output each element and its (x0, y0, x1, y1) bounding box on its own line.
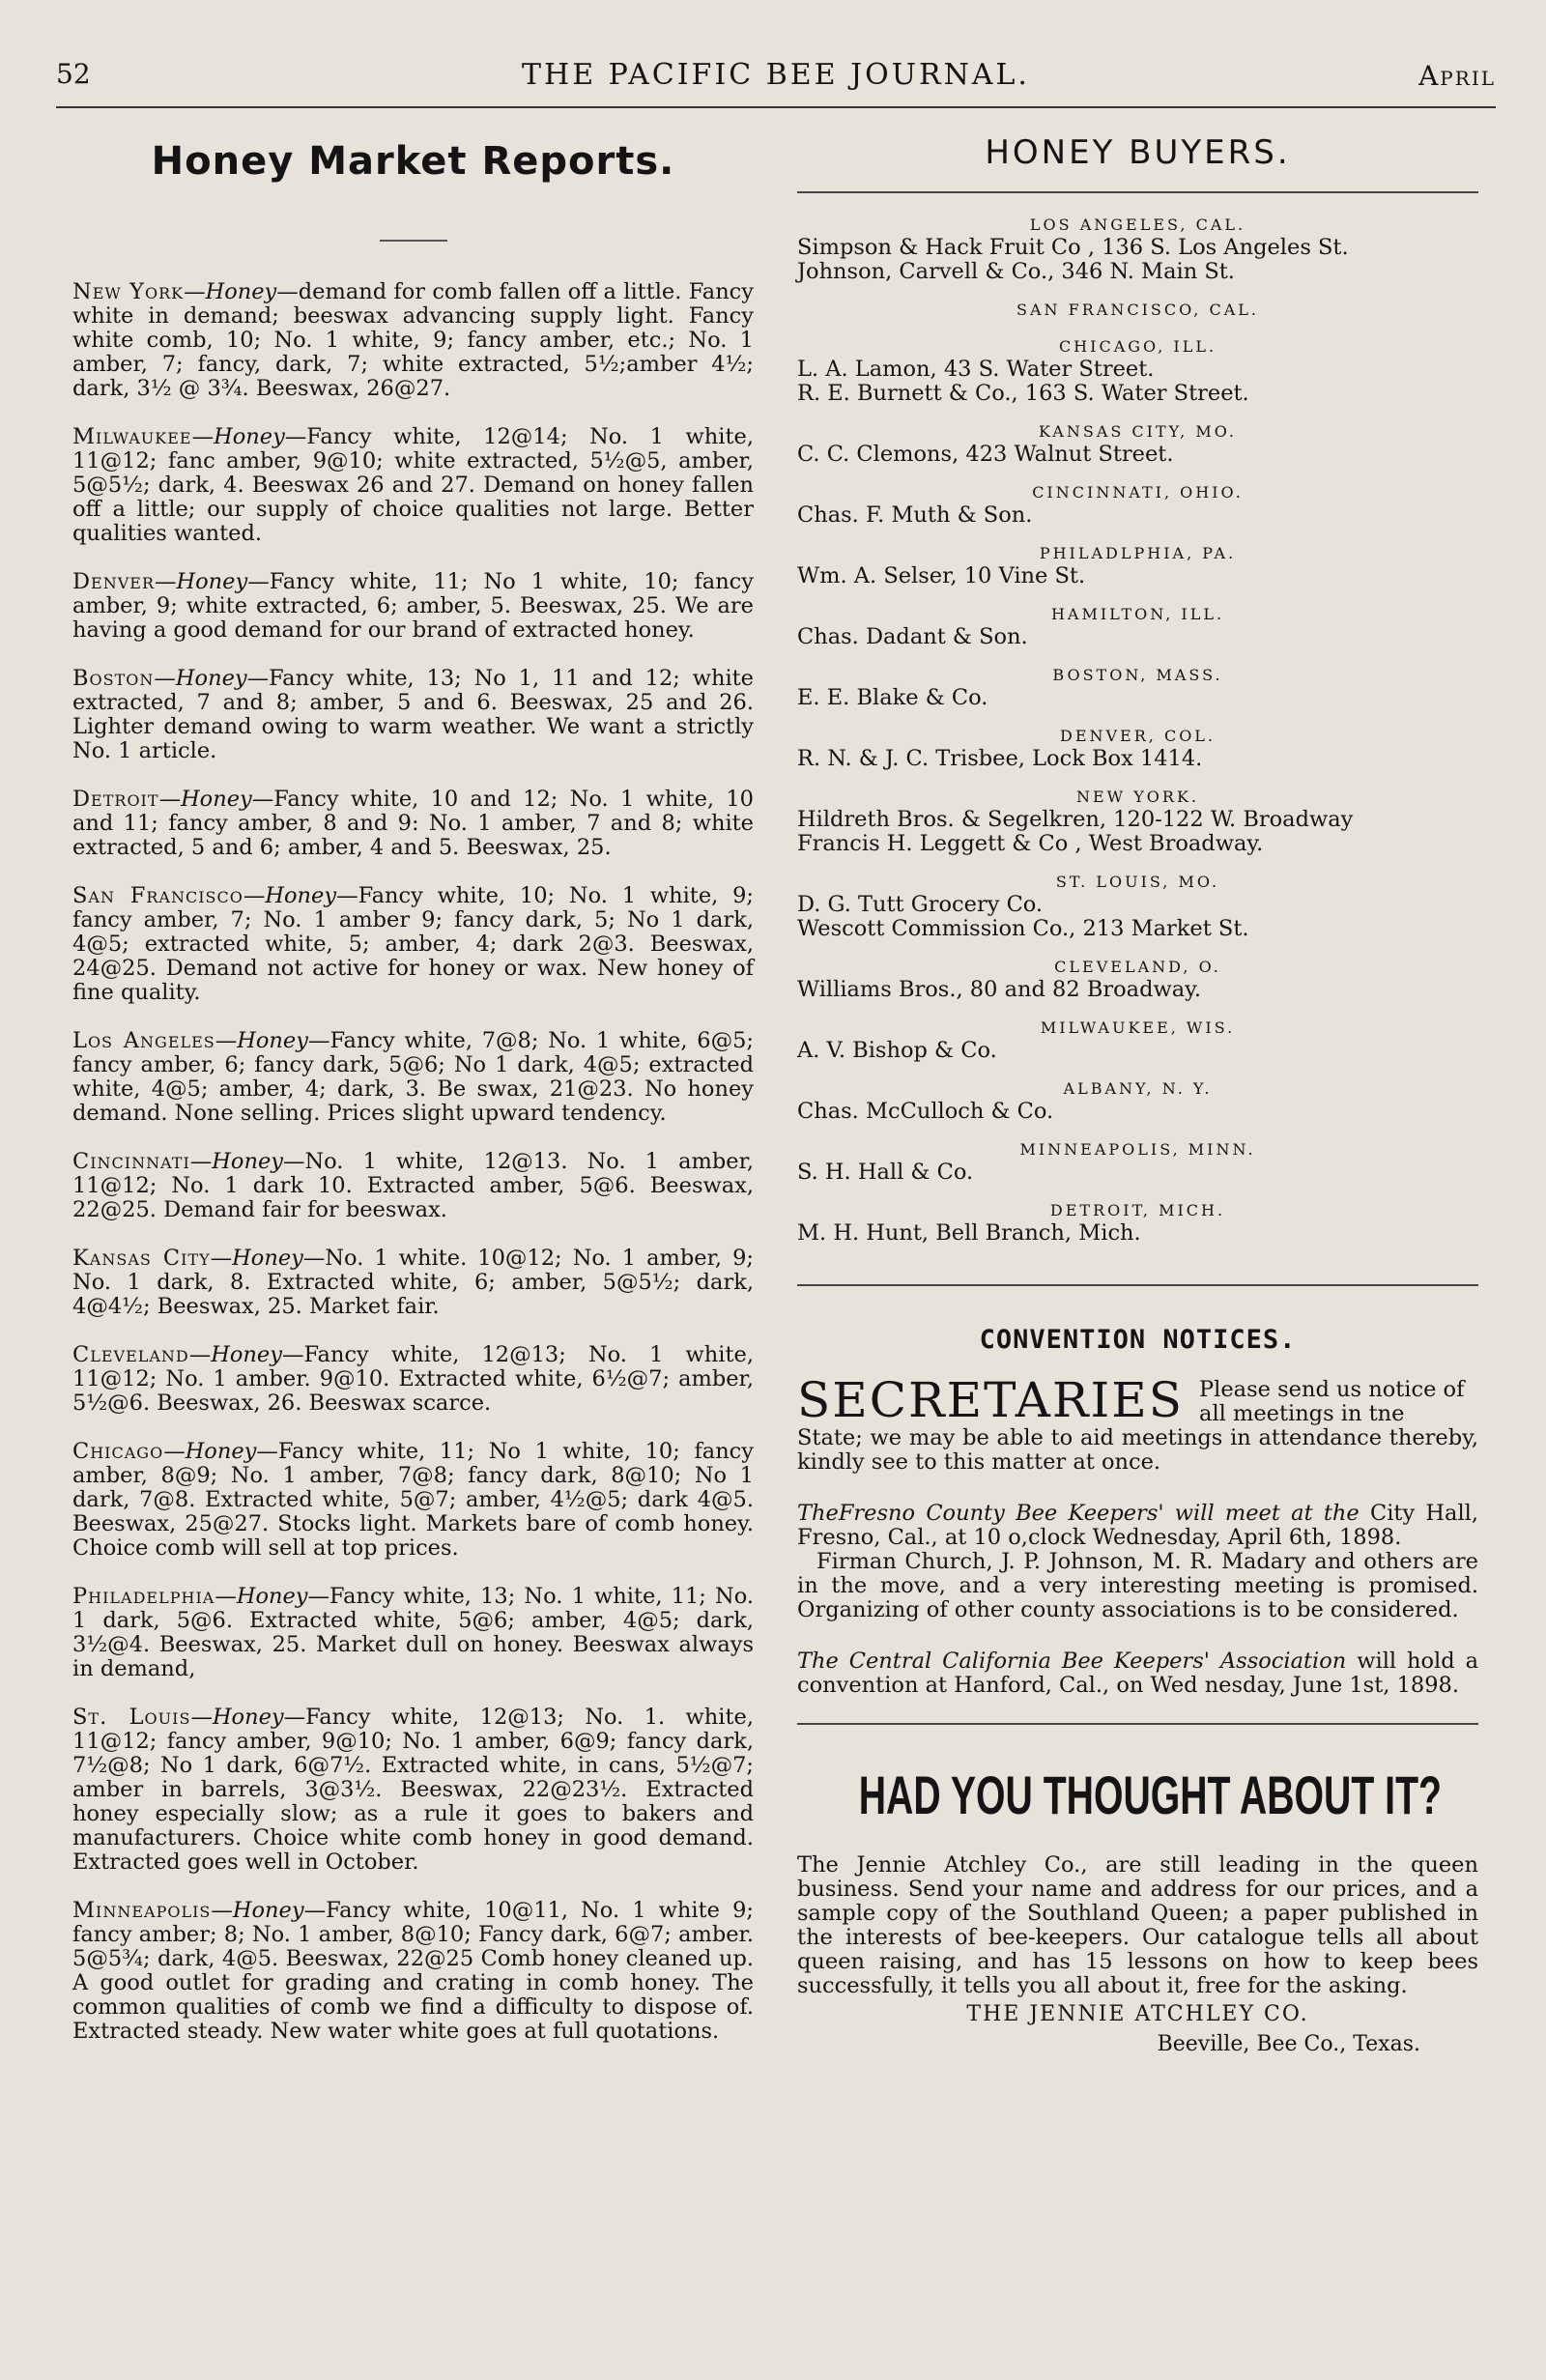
central-california-text: will hold a convention at Hanford, Cal., on Wed nesday, June 1st, 1898. (797, 1649, 1479, 1698)
report-text: Fancy white, 13; No. 1 white, 11; No. 1 dark, 5@6. Extracted white, 5@6; amber, 4@5; dark, 3½@4. Beeswax, 25. Market dull on honey. Beeswax always in demand, (72, 1584, 754, 1681)
report-text: Fancy white, 12@13; No. 1 white, 11@12; No. 1 amber. 9@10. Extracted white, 6½@7; amber, 5½@6. Beeswax, 26. Beeswax scarce. (72, 1342, 754, 1416)
market-report: Milwaukee—Honey—Fancy white, 12@14; No. 1 white, 11@12; fanc amber, 9@10; white extracted, 5½@5, amber, 5@5½; dark, 4. Beeswax 26 and 27. Demand on honey fallen off a little; our supply of choice qualities not large. Better qualities wanted. (72, 424, 754, 546)
buyer-entry: Chas. F. Muth & Son. (797, 502, 1033, 528)
report-city: New York (72, 279, 185, 304)
secretaries-notice (797, 1372, 1478, 1428)
buyer-city-heading: PHILADLPHIA, PA. (1039, 544, 1237, 562)
report-text: No. 1 white. 10@12; No. 1 amber, 9; No. 1 dark, 8. Extracted white, 6; amber, 5@5½; dark, 4@4½; Beeswax, 25. Market fair. (72, 1246, 754, 1319)
report-honey-label: Honey (181, 787, 252, 812)
report-city: Kansas City (72, 1246, 211, 1271)
report-city: Denver (72, 569, 156, 594)
market-report: Denver—Honey—Fancy white, 11; No 1 white, 10; fancy amber, 9; white extracted, 6; amber, 5. Beeswax, 25. We are having a good demand for our brand of extracted honey. (72, 569, 754, 643)
buyer-city-heading: DENVER, COL. (1059, 727, 1217, 745)
secretaries-side-text: Please send us notice of all meetings in tne (1199, 1377, 1465, 1426)
right-column (797, 126, 1478, 2056)
report-city: Chicago (72, 1439, 164, 1464)
header-rule (56, 106, 1496, 108)
buyer-city-heading: ST. LOUIS, MO. (1055, 873, 1220, 891)
fresno-notice-lead: TheFresno County Bee Keepers' will meet at the (797, 1501, 1360, 1526)
market-report: Cleveland—Honey—Fancy white, 12@13; No. 1 white, 11@12; No. 1 amber. 9@10. Extracted white, 6½@7; amber, 5½@6. Beeswax, 26. Beeswax scarce. (72, 1342, 754, 1416)
market-report: Cincinnati—Honey—No. 1 white, 12@13. No. 1 amber, 11@12; No. 1 dark 10. Extracted amber, 5@6. Beeswax, 22@25. Demand fair for beeswax. (72, 1149, 754, 1222)
report-text: Fancy white, 10@11, No. 1 white 9; fancy amber; 8; No. 1 amber, 8@10; Fancy dark, 6@7; amber. 5@5¾; dark, 4@5. Beeswax, 22@25 Comb honey cleaned up. A good outlet for grading and crating in comb honey. The common qualities of comb we find a difficulty to dispose of. Extracted steady. New water white goes at full quotations. (72, 1898, 754, 2044)
report-text: Fancy white, 10 and 12; No. 1 white, 10 and 11; fancy amber, 8 and 9: No. 1 amber, 7 and 8; white extracted, 5 and 6; amber, 4 and 5. Beeswax, 25. (72, 787, 754, 860)
report-city: San Francisco (72, 883, 243, 908)
market-report: Detroit—Honey—Fancy white, 10 and 12; No. 1 white, 10 and 11; fancy amber, 8 and 9: No. 1 amber, 7 and 8; white extracted, 5 and 6; amber, 4 and 5. Beeswax, 25. (72, 787, 754, 860)
buyer-city-heading: SAN FRANCISCO, CAL. (1016, 301, 1259, 319)
issue-month: April (1418, 60, 1496, 92)
market-reports-list (72, 280, 754, 2044)
buyer-entry: R. E. Burnett & Co., 163 S. Water Street. (797, 381, 1249, 406)
report-city: Cincinnati (72, 1149, 190, 1174)
report-honey-label: Honey (214, 424, 285, 449)
buyer-entry: Wm. A. Selser, 10 Vine St. (797, 563, 1086, 588)
journal-title: THE PACIFIC BEE JOURNAL. (522, 58, 1030, 92)
buyer-entry: Johnson, Carvell & Co., 346 N. Main St. (797, 259, 1235, 284)
buyer-entry: E. E. Blake & Co. (797, 685, 988, 710)
report-city: Detroit (72, 787, 159, 812)
buyer-entry: Chas. Dadant & Son. (797, 624, 1028, 649)
buyer-entry: C. C. Clemons, 423 Walnut Street. (797, 442, 1174, 467)
buyer-city-heading: LOS ANGELES, CAL. (1029, 215, 1246, 234)
report-city: Minneapolis (72, 1898, 212, 1923)
report-text: Fancy white, 11; No 1 white, 10; fancy amber, 8@9; No. 1 amber, 7@8; fancy dark, 8@10; No 1 dark, 7@8. Extracted white, 5@7; amber, 4½@5; dark 4@5. Beeswax, 25@27. Stocks light. Markets bare of comb honey. Choice comb will sell at top prices. (72, 1439, 754, 1561)
market-report: Boston—Honey—Fancy white, 13; No 1, 11 and 12; white extracted, 7 and 8; amber, 5 and 6. Beeswax, 25 and 26. Lighter demand owing to warm weather. We want a strictly No. 1 article. (72, 666, 754, 763)
report-honey-label: Honey (232, 1246, 303, 1271)
report-honey-label: Honey (265, 883, 337, 908)
honey-buyers-title: HONEY BUYERS. (985, 133, 1291, 172)
buyer-entry: Francis H. Leggett & Co , West Broadway. (797, 831, 1264, 856)
page-number: 52 (56, 58, 91, 90)
buyer-entry: A. V. Bishop & Co. (797, 1038, 997, 1063)
report-city: Milwaukee (72, 424, 192, 449)
report-text: Fancy white, 12@13; No. 1. white, 11@12; fancy amber, 9@10; No. 1 amber, 6@9; fancy dark, 7½@8; No 1 dark, 6@7½. Extracted white, in cans, 5½@7; amber in barrels, 3@3½. Beeswax, 22@23½. Extracted honey especially slow; as a rule it goes to bakers and manufacturers. Choice white comb honey in good demand. Extracted goes well in October. (72, 1705, 754, 1875)
buyer-city-heading: CLEVELAND, O. (1054, 958, 1221, 976)
buyer-city-heading: BOSTON, MASS. (1052, 666, 1223, 684)
buyer-city-heading: ALBANY, N. Y. (1063, 1079, 1213, 1098)
report-honey-label: Honey (176, 569, 248, 594)
report-text: Fancy white, 12@14; No. 1 white, 11@12; fanc amber, 9@10; white extracted, 5½@5, amber, 5@5½; dark, 4. Beeswax 26 and 27. Demand on honey fallen off a little; our supply of choice qualities not large. Better qualities wanted. (72, 424, 754, 546)
fresno-notice-more: Firman Church, J. P. Johnson, M. R. Madary and others are in the move, and a very interesting meeting is promised. Organizing of other county associations is to be considered. (797, 1549, 1478, 1622)
report-city: Philadelphia (72, 1584, 215, 1609)
report-honey-label: Honey (232, 1898, 304, 1923)
buyer-entry: Wescott Commission Co., 213 Market St. (797, 916, 1249, 941)
title-divider (380, 240, 447, 242)
report-honey-label: Honey (236, 1584, 308, 1609)
report-honey-label: Honey (237, 1028, 308, 1053)
report-text: Fancy white, 7@8; No. 1 white, 6@5; fancy amber, 6; fancy dark, 5@6; No 1 dark, 4@5; extracted white, 4@5; amber, 4; dark, 3. Be swax, 21@23. No honey demand. None selling. Prices slight upward tendency. (72, 1028, 754, 1126)
buyer-entry: S. H. Hall & Co. (797, 1160, 974, 1185)
report-honey-label: Honey (212, 1705, 284, 1730)
report-city: Cleveland (72, 1342, 189, 1367)
market-report: Los Angeles—Honey—Fancy white, 7@8; No. 1 white, 6@5; fancy amber, 6; fancy dark, 5@6; No 1 dark, 4@5; extracted white, 4@5; amber, 4; dark, 3. Be swax, 21@23. No honey demand. None selling. Prices slight upward tendency. (72, 1028, 754, 1126)
report-honey-label: Honey (175, 666, 247, 691)
market-report: Kansas City—Honey—No. 1 white. 10@12; No. 1 amber, 9; No. 1 dark, 8. Extracted white, 6; amber, 5@5½; dark, 4@4½; Beeswax, 25. Market fair. (72, 1246, 754, 1319)
secretaries-body: State; we may be able to aid meetings in attendance thereby, kindly see to this matter at once. (797, 1425, 1478, 1475)
buyer-entry: L. A. Lamon, 43 S. Water Street. (797, 357, 1155, 382)
report-city: Boston (72, 666, 155, 691)
fresno-notice (797, 1502, 1478, 1550)
report-honey-label: Honey (205, 279, 277, 304)
market-report: Philadelphia—Honey—Fancy white, 13; No. 1 white, 11; No. 1 dark, 5@6. Extracted white, 5@6; amber, 4@5; dark, 3½@4. Beeswax, 25. Market dull on honey. Beeswax always in demand, (72, 1584, 754, 1681)
buyer-entry: Williams Bros., 80 and 82 Broadway. (797, 977, 1202, 1002)
ad-rule (797, 1723, 1478, 1725)
ad-location: Beeville, Bee Co., Texas. (1157, 2032, 1420, 2056)
buyer-city-heading: NEW YORK. (1076, 788, 1199, 806)
convention-notices-title: CONVENTION NOTICES. (979, 1325, 1297, 1355)
buyer-city-heading: CINCINNATI, OHIO. (1032, 483, 1244, 502)
honey-buyers-list (797, 215, 1478, 1246)
buyers-rule (797, 191, 1478, 193)
secretaries-heading: SECRETARIES (797, 1372, 1185, 1428)
left-column (72, 126, 754, 2068)
ad-signature: THE JENNIE ATCHLEY CO. (966, 2002, 1309, 2026)
buyer-entry: R. N. & J. C. Trisbee, Lock Box 1414. (797, 746, 1203, 771)
ad-headline: HAD YOU THOUGHT ABOUT IT? (858, 1764, 1442, 1825)
central-california-lead: The Central California Bee Keepers' Association (797, 1649, 1347, 1674)
buyer-city-heading: DETROIT, MICH. (1049, 1201, 1226, 1219)
buyer-city-heading: KANSAS CITY, MO. (1039, 422, 1237, 441)
buyer-entry: D. G. Tutt Grocery Co. (797, 892, 1044, 917)
report-text: Fancy white, 11; No 1 white, 10; fancy amber, 9; white extracted, 6; amber, 5. Beeswax, 25. We are having a good demand for our brand of extracted honey. (72, 569, 754, 643)
market-reports-title: Honey Market Reports. (151, 139, 675, 184)
fresno-notice-text: City Hall, Fresno, Cal., at 10 o,clock Wednesday, April 6th, 1898. (797, 1501, 1478, 1550)
buyer-city-heading: HAMILTON, ILL. (1050, 605, 1225, 623)
report-honey-label: Honey (212, 1149, 283, 1174)
buyer-entry: M. H. Hunt, Bell Branch, Mich. (797, 1220, 1141, 1246)
report-text: Fancy white, 10; No. 1 white, 9; fancy amber, 7; No. 1 amber 9; fancy dark, 5; No 1 dark, 4@5; extracted white, 5; amber, 4; dark 2@3. Beeswax, 24@25. Demand not active for honey or wax. New honey of fine quality. (72, 883, 754, 1005)
report-text: Fancy white, 13; No 1, 11 and 12; white extracted, 7 and 8; amber, 5 and 6. Beeswax, 25 and 26. Lighter demand owing to warm weather. We want a strictly No. 1 article. (72, 666, 754, 763)
market-report: New York—Honey—demand for comb fallen off a little. Fancy white in demand; beeswax advancing supply light. Fancy white comb, 10; No. 1 white, 9; fancy amber, etc.; No. 1 amber, 7; fancy, dark, 7; white extracted, 5½;amber 4½; dark, 3½ @ 3¾. Beeswax, 26@27. (72, 279, 754, 401)
market-report: St. Louis—Honey—Fancy white, 12@13; No. 1. white, 11@12; fancy amber, 9@10; No. 1 amber, 6@9; fancy dark, 7½@8; No 1 dark, 6@7½. Extracted white, in cans, 5½@7; amber in barrels, 3@3½. Beeswax, 22@23½. Extracted honey especially slow; as a rule it goes to bakers and manufacturers. Choice white comb honey in good demand. Extracted goes well in October. (72, 1705, 754, 1875)
buyer-city-heading: CHICAGO, ILL. (1058, 337, 1217, 356)
buyer-city-heading: MILWAUKEE, WIS. (1040, 1018, 1236, 1037)
report-honey-label: Honey (211, 1342, 282, 1367)
buyer-entry: Chas. McCulloch & Co. (797, 1099, 1054, 1124)
report-city: St. Louis (72, 1705, 191, 1730)
market-report: Minneapolis—Honey—Fancy white, 10@11, No. 1 white 9; fancy amber; 8; No. 1 amber, 8@10; Fancy dark, 6@7; amber. 5@5¾; dark, 4@5. Beeswax, 22@25 Comb honey cleaned up. A good outlet for grading and crating in comb honey. The common qualities of comb we find a difficulty to dispose of. Extracted steady. New water white goes at full quotations. (72, 1898, 754, 2044)
ad-body: The Jennie Atchley Co., are still leading in the queen business. Send your name and address for our prices, and a sample copy of the Southland Queen; a paper published in the interests of bee-keepers. Our catalogue tells all about queen raising, and has 15 lessons on how to keep bees successfully, it tells you all about it, free for the asking. (797, 1852, 1478, 1998)
report-city: Los Angeles (72, 1028, 215, 1053)
report-text: demand for comb fallen off a little. Fancy white in demand; beeswax advancing supply light. Fancy white comb, 10; No. 1 white, 9; fancy amber, etc.; No. 1 amber, 7; fancy, dark, 7; white extracted, 5½;amber 4½; dark, 3½ @ 3¾. Beeswax, 26@27. (72, 279, 754, 401)
report-honey-label: Honey (185, 1439, 257, 1464)
buyer-city-heading: MINNEAPOLIS, MINN. (1019, 1140, 1256, 1159)
report-text: No. 1 white, 12@13. No. 1 amber, 11@12; No. 1 dark 10. Extracted amber, 5@6. Beeswax, 22@25. Demand fair for beeswax. (72, 1149, 754, 1222)
market-report: Chicago—Honey—Fancy white, 11; No 1 white, 10; fancy amber, 8@9; No. 1 amber, 7@8; fancy dark, 8@10; No 1 dark, 7@8. Extracted white, 5@7; amber, 4½@5; dark 4@5. Beeswax, 25@27. Stocks light. Markets bare of comb honey. Choice comb will sell at top prices. (72, 1439, 754, 1561)
convention-rule (797, 1284, 1478, 1286)
market-report: San Francisco—Honey—Fancy white, 10; No. 1 white, 9; fancy amber, 7; No. 1 amber 9; fancy dark, 5; No 1 dark, 4@5; extracted white, 5; amber, 4; dark 2@3. Beeswax, 24@25. Demand not active for honey or wax. New honey of fine quality. (72, 883, 754, 1005)
buyer-entry: Hildreth Bros. & Segelkren, 120-122 W. Broadway (797, 807, 1354, 832)
buyer-entry: Simpson & Hack Fruit Co , 136 S. Los Angeles St. (797, 235, 1349, 260)
central-california-notice (797, 1649, 1478, 1698)
